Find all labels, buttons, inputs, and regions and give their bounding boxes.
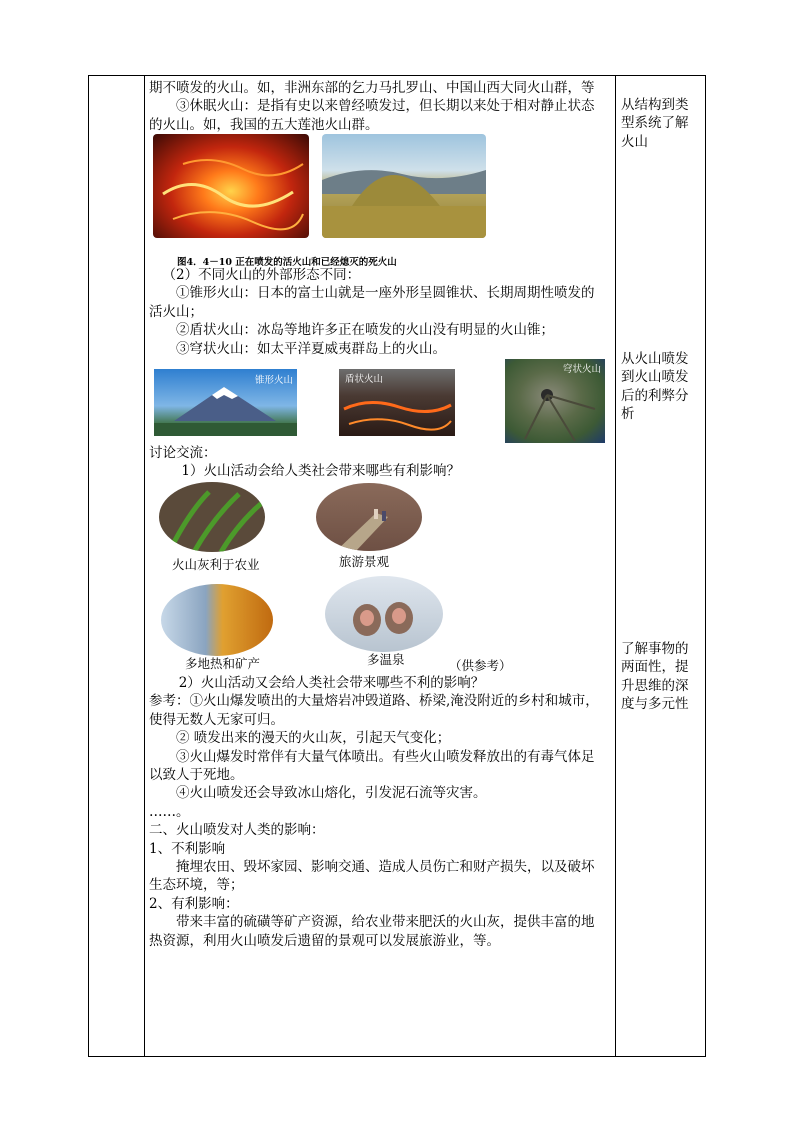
side-note-thinking — [621, 640, 699, 714]
figure-caption: 图4．4－10 正在喷发的活火山和已经熄灭的死火山 — [177, 257, 397, 268]
text-line: ②盾状火山：冰岛等地许多正在喷发的火山没有明显的火山锥； — [176, 322, 554, 339]
text-line: 期不喷发的火山。如，非洲东部的乞力马扎罗山、中国山西大同火山群，等 — [149, 80, 595, 96]
lesson-table — [88, 75, 706, 1057]
side-note-line: 析 — [621, 406, 635, 423]
text-line: 的火山。如，我国的五大莲池火山群。 — [149, 116, 379, 133]
boardwalk-graphic — [316, 483, 422, 551]
section-heading: 二、火山喷发对人类的影响： — [149, 822, 325, 839]
shape-section — [149, 266, 611, 358]
text-line: 活火山； — [149, 303, 203, 320]
side-note-line: 火山 — [621, 133, 648, 150]
geothermal-image — [161, 584, 273, 656]
answer-line: ② 喷发出来的漫天的火山灰，引起天气变化； — [176, 730, 451, 747]
extinct-volcano-graphic — [322, 134, 486, 238]
question-2: 2）火山活动又会给人类社会带来哪些不利的影响？ — [178, 675, 485, 691]
lava-cracks-graphic — [153, 134, 309, 238]
cone-volcano-photo — [154, 369, 297, 436]
side-note-line: 了解事物的 — [621, 641, 689, 657]
harm-section — [149, 674, 611, 950]
reference-note: （供参考） — [449, 658, 512, 673]
photo-label-dome: 穹状火山 — [562, 364, 601, 375]
label-hotspring: 多温泉 — [367, 652, 405, 667]
text-line: ①锥形火山：日本的富士山就是一座外形呈圆锥状、长期周期性喷发的 — [176, 285, 595, 302]
snow-monkeys-graphic — [325, 576, 443, 652]
agriculture-image — [159, 482, 265, 552]
text-line: ③穹状火山：如太平洋夏威夷群岛上的火山。 — [176, 340, 446, 357]
active-volcano-photo — [153, 134, 309, 238]
farm-rows-graphic — [159, 482, 265, 552]
side-note-line: 升思维的深 — [621, 677, 689, 694]
answer-line: ③火山爆发时常伴有大量气体喷出。有些火山喷发释放出的有毒气体足 — [176, 748, 595, 765]
side-note-line: 型系统了解 — [621, 115, 689, 132]
label-geothermal: 多地热和矿产 — [185, 656, 261, 671]
subheading: 1、不利影响 — [149, 840, 226, 857]
ellipsis: ……。 — [149, 803, 190, 820]
subheading: 2、有利影响： — [149, 895, 239, 912]
subheading: （2）不同火山的外部形态不同： — [162, 267, 361, 283]
answer-line: 参考：①火山爆发喷出的大量熔岩冲毁道路、桥梁,淹没附近的乡村和城市， — [149, 693, 599, 710]
table-column-divider-left — [144, 76, 145, 1056]
hotspring-image — [325, 576, 443, 652]
text-line: 带来丰富的硫磺等矿产资源，给农业带来肥沃的火山灰，提供丰富的地 — [176, 914, 595, 931]
question-1: 1）火山活动会给人类社会带来哪些有利影响？ — [181, 463, 460, 480]
answer-line: ④火山喷发还会导致冰山熔化，引发泥石流等灾害。 — [176, 785, 487, 802]
discussion-section — [149, 444, 611, 481]
photo-label-cone: 锥形火山 — [254, 375, 293, 386]
side-note-line: 从火山喷发 — [621, 351, 689, 367]
label-agriculture: 火山灰利于农业 — [172, 557, 260, 572]
side-note-line: 后的利弊分 — [621, 387, 689, 404]
dome-volcano-photo — [505, 359, 605, 443]
side-note-structure — [621, 96, 699, 151]
side-note-analysis — [621, 350, 699, 424]
side-note-line: 度与多元性 — [621, 696, 689, 713]
main-content — [149, 79, 611, 134]
discussion-heading: 讨论交流： — [149, 445, 217, 461]
extinct-volcano-photo — [322, 134, 486, 238]
text-line: 掩埋农田、毁坏家园、影响交通、造成人员伤亡和财产损失，以及破坏 — [176, 859, 595, 876]
answer-line: 以致人于死地。 — [149, 767, 244, 784]
text-line: 热资源，利用火山喷发后遗留的景观可以发展旅游业，等。 — [149, 932, 500, 949]
text-line: ③休眠火山：是指有史以来曾经喷发过，但长期以来处于相对静止状态 — [176, 98, 595, 115]
answer-line: 使得无数人无家可归。 — [149, 711, 284, 728]
side-note-line: 两面性，提 — [621, 659, 689, 676]
side-note-line: 从结构到类 — [621, 97, 689, 113]
tourism-image — [316, 483, 422, 551]
photo-label-shield: 盾状火山 — [345, 374, 384, 385]
side-note-line: 到火山喷发 — [621, 369, 689, 386]
shield-volcano-photo — [339, 369, 455, 436]
text-line: 生态环境，等； — [149, 877, 244, 894]
table-column-divider-right — [615, 76, 616, 1056]
label-tourism: 旅游景观 — [339, 554, 390, 569]
